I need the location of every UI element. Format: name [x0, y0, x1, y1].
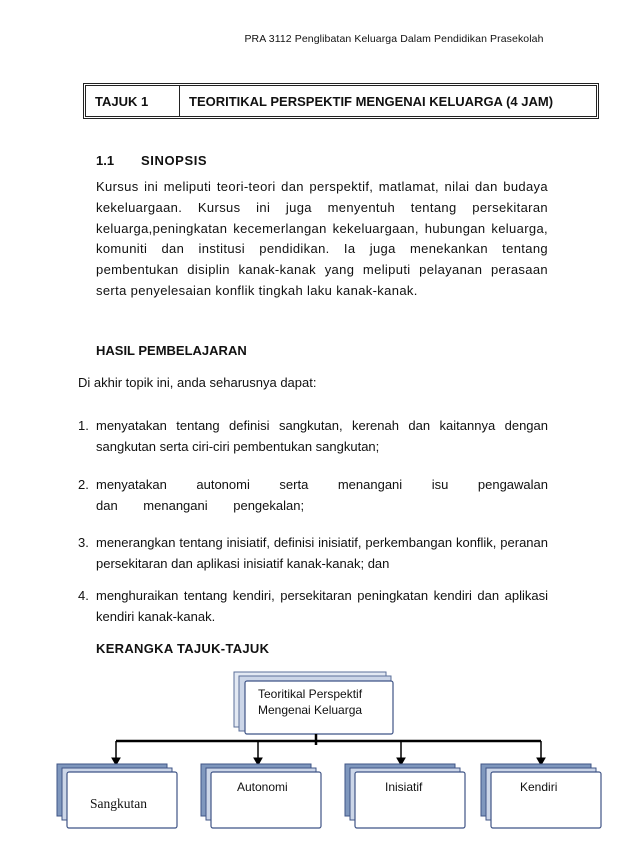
outcome-number: 1. [78, 418, 89, 433]
synopsis-paragraph: Kursus ini meliputi teori-teori dan perspektif, matlamat, nilai dan budaya kekeluargaan. Kursus ini juga menyentuh tentang persekitaran keluarga,peningkatan kecemerlangan kekeluargaan, hubungan keluarga, komuniti dan institusi pendidikan. Ia juga menekankan tentang pembentukan disiplin kanak-kanak yang meliputi pelayanan perasaan serta penyelesaian konflik tingkah laku kanak-kanak. [96, 179, 548, 298]
framework-heading: KERANGKA TAJUK-TAJUK [96, 641, 270, 656]
root-node-line1: Teoritikal Perspektif [258, 687, 363, 701]
root-node-label [258, 686, 362, 718]
synopsis-number: 1.1 [96, 153, 115, 168]
synopsis-heading: SINOPSIS [141, 153, 208, 168]
outcome-number: 3. [78, 535, 89, 550]
running-header: PRA 3112 Penglibatan Keluarga Dalam Pendidikan Prasekolah [244, 33, 544, 45]
child-label-inisiatif: Inisiatif [385, 780, 423, 794]
outcome-text: menerangkan tentang inisiatif, definisi inisiatif, perkembangan konflik, peranan persekitaran dan aplikasi inisiatif kanak-kanak; dan [96, 535, 548, 571]
connector-lines [112, 734, 545, 765]
outcome-number: 2. [78, 477, 89, 492]
outcome-text: menghuraikan tentang kendiri, persekitaran peningkatan kendiri dan aplikasi kendiri kanak-kanak. [96, 588, 548, 624]
topic-number: TAJUK 1 [86, 86, 180, 116]
outcome-text: menyatakan autonomi serta menangani isu pengawalan dan menangani pengekalan; [96, 477, 548, 513]
learning-outcomes-heading: HASIL PEMBELAJARAN [96, 343, 247, 358]
child-node-kendiri [481, 764, 601, 828]
learning-outcomes-intro: Di akhir topik ini, anda seharusnya dapat: [78, 375, 317, 390]
child-label-sangkutan: Sangkutan [90, 796, 147, 811]
child-label-kendiri: Kendiri [520, 780, 558, 794]
outcome-number: 4. [78, 588, 89, 603]
outcome-text: menyatakan tentang definisi sangkutan, kerenah dan kaitannya dengan sangkutan serta ciri-ciri pembentukan sangkutan; [96, 418, 548, 454]
root-node-line2: Mengenai Keluarga [258, 703, 363, 717]
topic-title: TEORITIKAL PERSPEKTIF MENGENAI KELUARGA (4 JAM) [189, 93, 554, 109]
child-node-autonomi [201, 764, 321, 828]
child-label-autonomi: Autonomi [237, 780, 288, 794]
child-node-inisiatif [345, 764, 465, 828]
